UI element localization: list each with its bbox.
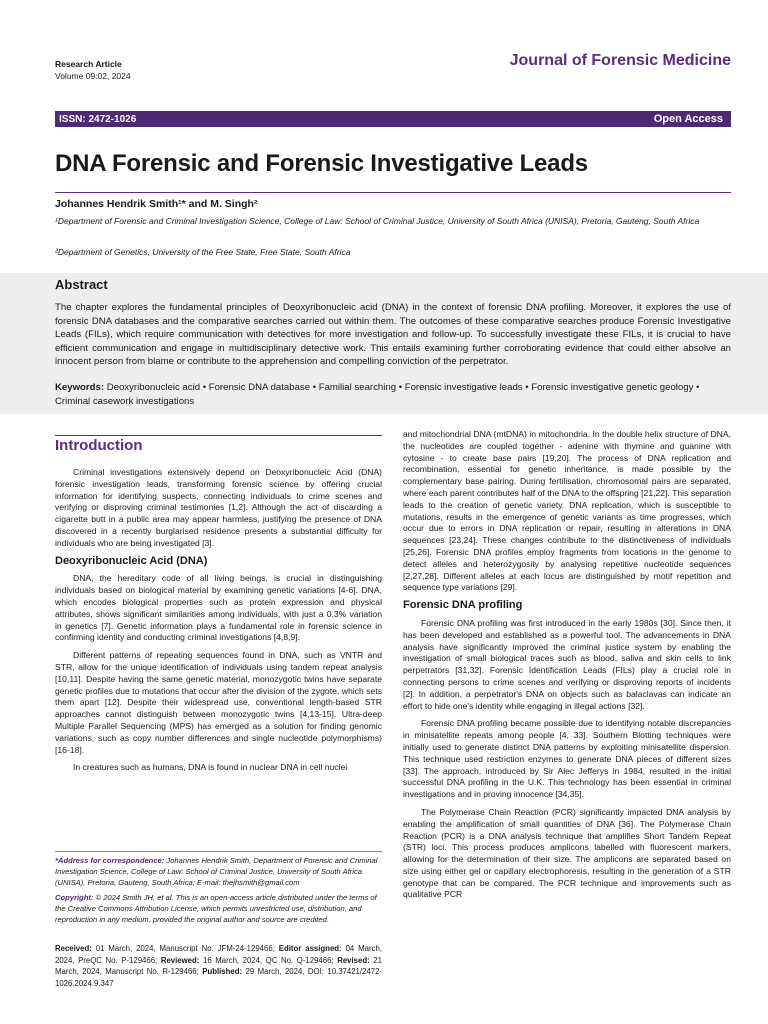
intro-divider: [55, 435, 382, 436]
paragraph: and mitochondrial DNA (mtDNA) in mitochondria. In the double helix structure of DNA, the nucleotides are coupled together - adenine with thymine and guanine with cytosine - to create base pairs [19,20]. The process of DNA replication and recombination, essential for genetic inheritance, is made possible by the complementary base pairing. During fertilisation, chromosomal pairs are separated, where each parent contributes half of the DNA to the offspring [21,22]. This separation leads to the creation of genetic variety. DNA replication, which is susceptible to mutations, results in the emergence of genetic variants as time progresses, which occur due to errors in DNA replication or repair, resulting in alterations in DNA sequences [23,24]. These changes contribute to the distinctiveness of individuals [25,26]. Forensic DNA profiles employ fragments from locations in the genome to detect alleles and heterozygosity by analysing repetitive nucleotide sequences [2,27,28]. Different alleles at each locus are distinguished by motif repetition and sequence type variations [29].: [403, 429, 731, 593]
abstract-heading: Abstract: [55, 277, 108, 292]
published-value: 29 March, 2024, DOI: 10.37421/2472-1026.2024.9.347: [55, 967, 382, 988]
reviewed-label: Reviewed:: [160, 955, 200, 965]
received-value: 01 March, 2024, Manuscript No. JFM-24-129466;: [91, 944, 279, 953]
title-divider: [55, 192, 731, 193]
correspondence-note: [55, 855, 382, 925]
paragraph: The Polymerase Chain Reaction (PCR) significantly impacted DNA analysis by enabling the amplification of small quantities of DNA [36]. The Polymerase Chain Reaction (PCR) is a DNA analysis technique that amplifies Short Tandem Repeat (STR) loci. This process produces amplicons labelled with fluorescent markers, allowing for the determination of their size. The amplicons are separated based on size using either gel or capillary electrophoresis, resulting in the generation of a STR genotype that can be compared. The PCR technique and improvements such as qualitative PCR: [403, 806, 731, 900]
revised-label: Revised:: [337, 955, 370, 965]
editor-value: 04 March, 2024, PreQC No. P-129466;: [55, 944, 382, 965]
article-meta: [55, 58, 131, 82]
issn-bar: [55, 111, 731, 127]
volume-info: Volume 09:02, 2024: [55, 71, 131, 81]
affiliation-2: ²Department of Genetics, University of the Free State, Free State, South Africa: [55, 247, 351, 257]
correspondence-text: Johannes Hendrik Smith, Department of Forensic and Criminal Investigation Science, College of Law: School of Criminal Justice, University of South Africa (UNISA), Pretoria, Gauteng, South Africa; E-mail: thejhsmith@gmail.com: [55, 856, 378, 887]
issn: ISSN: 2472-1026: [59, 113, 137, 125]
section-heading: Forensic DNA profiling: [403, 599, 523, 612]
publication-dates: [55, 943, 382, 989]
keywords-label: Keywords:: [55, 382, 105, 393]
paragraph: Forensic DNA profiling became possible due to identifying notable discrepancies in minisatellite repeats among people [4, 33]. Southern Blotting techniques were initially used to generate distinct DNA patterns by exploiting minisatellite dispersion. This technique used restriction enzymes to generate DNA pieces of different sizes [33]. The approach, introduced by Sir Alec Jefferys in 1984, resulted in the initial successful DNA profiling in the U.K. This technology has been essential in criminal investigations and in proving innocence [34,35].: [403, 718, 731, 800]
paragraph: Criminal investigations extensively depend on Deoxyribonucleic Acid (DNA) forensic investigation leads, transforming forensic science by offering crucial information for identifying suspects, connecting individuals to crime scenes and verifying or disproving criminal testimonies [1,2]. Although the act of discarding a cigarette butt in a public area may appear harmless, justifying the presence of DNA discovered in a recently burglarised residence presents a substantial difficulty for individuals who are being investigated [3].: [55, 467, 382, 548]
published-label: Published:: [202, 967, 243, 977]
paragraph: DNA, the hereditary code of all living beings, is crucial in distinguishing individuals based on biological material by examining genetic variations [4-6]. DNA, which encodes biological properties such as protein expression and physical attributes, shows significant similarities among individuals, with just a 0.3% variation in genetics [7]. Genetic information plays a fundamental role in forensic science in confirming identity and conducting criminal investigations [4,8,9].: [55, 573, 382, 643]
left-column: [55, 467, 382, 780]
correspondence-label: *Address for correspondence:: [55, 856, 165, 865]
reviewed-value: 16 March, 2024, QC No. Q-129466;: [199, 955, 338, 965]
right-column: [403, 429, 731, 907]
authors: Johannes Hendrik Smith¹* and M. Singh²: [55, 198, 258, 210]
open-access-label: Open Access: [653, 113, 723, 125]
copyright-text: © 2024 Smith JH, et al. This is an open-access article distributed under the terms of the Creative Commons Attribution License, which permits unrestricted use, distribution, and reproduction in any medium, provided the original author and source are credited.: [55, 893, 377, 924]
copyright-label: Copyright:: [55, 893, 94, 902]
paragraph: Different patterns of repeating sequences found in DNA, such as VNTR and STR, allow for the unique identification of individuals using tandem repeat analysis [10,11]. Despite having the same genetic material, monozygotic twins have separate genetic profiles due to mutations that occur after the division of the zygote, which sets them apart [12]. Despite their widespread use, conventional length-based STR approaches cannot distinguish between monozygotic twins [4,13-15]. Ultra-deep Multiple Parallel Sequencing (MPS) has emerged as a solution for finding genomic variations, such as copy number differences and single nucleotide polymorphisms) [16-18].: [55, 650, 382, 755]
keywords: [55, 381, 731, 408]
revised-value: 21 March, 2024, Manuscript No. R-129466;: [55, 955, 382, 977]
article-type: Research Article: [55, 59, 122, 69]
affiliation-1: ¹Department of Forensic and Criminal Investigation Science, College of Law: School of Criminal Justice, University of South Africa (UNISA), Pretoria, Gauteng, South Africa: [55, 216, 700, 226]
abstract-text: The chapter explores the fundamental principles of Deoxyribonucleic acid (DNA) in the context of forensic DNA profiling. Moreover, it explores the use of forensic DNA databases and the comparative searches carried out within them. The outcomes of these comparative searches produce Forensic Investigative Leads (FILs), which require communication with detectives for more investigation and follow-up. To successfully investigate these FILs, it is crucial to have efficient communication and engage in multidisciplinary detective work. This entails examining further corroborating evidence that could either absolve an innocent person from blame or contribute to the apprehension and compelling conviction of the perpetrator.: [55, 302, 731, 368]
paragraph: In creatures such as humans, DNA is found in nuclear DNA in cell nuclei: [73, 762, 348, 773]
journal-name[interactable]: Journal of Forensic Medicine: [509, 52, 731, 69]
section-heading: Deoxyribonucleic Acid (DNA): [55, 554, 208, 567]
paragraph: Forensic DNA profiling was first introduced in the early 1980s [30]. Since then, it has been developed and established as a powerful tool. The advancements in DNA analysis have significantly improved the criminal justice system by enabling the investigation of small biological traces such as blood, saliva and skin cells to link perpetrators [31,32]. Forensic Identification Leads (FILs) play a crucial role in connecting persons to crime scenes and verifying or disproving reports of incidents [2]. In addition, a perpetrator's DNA on objects such as balaclavas can indicate an effort to hide one's identity while engaging in illegal actions [32].: [403, 617, 731, 711]
article-title: DNA Forensic and Forensic Investigative Leads: [55, 150, 588, 177]
editor-label: Editor assigned:: [278, 944, 342, 953]
intro-heading: Introduction: [55, 437, 143, 454]
footnote-divider: [55, 851, 382, 852]
keywords-list: Deoxyribonucleic acid • Forensic DNA database • Familial searching • Forensic investigative leads • Forensic investigative genetic geology • Criminal casework investigations: [55, 382, 700, 407]
received-label: Received:: [55, 944, 92, 953]
